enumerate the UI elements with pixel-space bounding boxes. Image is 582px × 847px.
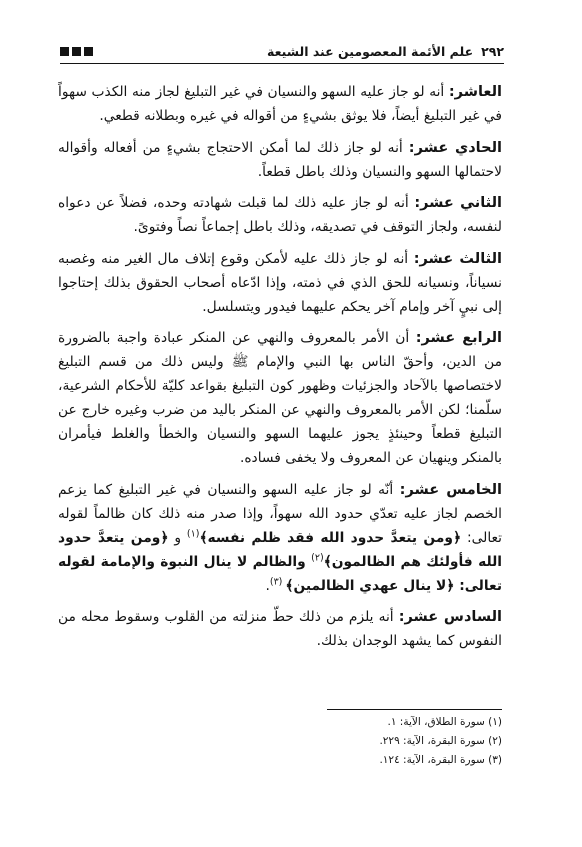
paragraph-text: و bbox=[168, 529, 187, 546]
paragraph-lead: العاشر: bbox=[448, 84, 502, 100]
footnote-rule bbox=[327, 709, 502, 710]
page-header bbox=[60, 40, 504, 62]
paragraph-text: أن الأمر بالمعروف والنهي عن المنكر عبادة واجبة بالضرورة من الدين، وأحقّ الناس بها النبي والإمام ﷺ وليس ذلك من قسم التبليغ لاختصاصها بالآحاد والجزئيات وظهور كون التبليغ بقواعد كليّة للأحكام الشرعية، سلّمنا؛ لكن الأمر بالمعروف والنهي عن المنكر باليد من ضرب وغيره خارج عن التبليغ قطعاً وحينئذٍ يجوز عليهما السهو والنسيان والخطأ والغلط فيأمران بالمنكر وينهيان عن المعروف ولا يخفى فساده. bbox=[58, 330, 502, 466]
page-body bbox=[58, 80, 502, 661]
paragraph-lead: الثالث عشر: bbox=[413, 250, 502, 267]
square-mark-icon bbox=[60, 47, 69, 56]
footnote-ref-3: (٣) bbox=[269, 575, 286, 587]
paragraph-text: أنه لو جاز عليه ذلك لما قبلت شهادته وحده، فضلاً عن دعواه لنفسه، ولجاز التوقف في تصديقه، وذلك باطل إجماعاً نصاً وفتوىً. bbox=[58, 195, 502, 235]
paragraph-eleventh bbox=[58, 136, 502, 184]
quran-quote: ﴿لا ينال عهدي الظالمين﴾ bbox=[285, 577, 455, 594]
page-number: ٢٩٢ bbox=[481, 43, 504, 59]
footnote-ref-1: (١) bbox=[186, 527, 200, 539]
paragraph-tenth bbox=[58, 80, 502, 128]
paragraph-text-bold: والظالم لا ينال النبوة والإمامة لقوله تعالى: bbox=[58, 553, 502, 594]
footnote-3: (٣) سورة البقرة، الآية: ١٢٤. bbox=[379, 754, 502, 766]
running-title: علم الأئمة المعصومين عند الشيعة bbox=[267, 43, 474, 59]
footnotes bbox=[58, 713, 502, 770]
paragraph-lead: السادس عشر: bbox=[398, 609, 502, 625]
paragraph-lead: الرابع عشر: bbox=[415, 330, 502, 346]
footnote-2: (٢) سورة البقرة، الآية: ٢٢٩. bbox=[379, 735, 502, 747]
header-ornament bbox=[60, 47, 93, 56]
square-mark-icon bbox=[72, 47, 81, 56]
paragraph-text: أنه لو جاز عليه السهو والنسيان في غير التبليغ لجاز منه الكذب سهواً في غير التبليغ أيضاً، فلا يوثق بشيءٍ من أقواله في غيره وبطلانه قطعي. bbox=[58, 84, 502, 124]
quran-quote: ﴿ومن يتعدَّ حدود الله فأولئك هم الظالمون﴾ bbox=[58, 529, 503, 570]
paragraph-text: أنّه لو جاز عليه السهو والنسيان في غير التبليغ كما يزعم الخصم لجاز عليه تعدّي حدود الله سهواً، وإذا صدر منه ذلك كان ظالماً لقوله تعالى: bbox=[58, 481, 503, 546]
paragraph-text: أنه لو جاز ذلك لما أمكن الاحتجاج بشيءٍ من أفعاله وأقواله لاحتمالها السهو والنسيان وذلك باطل قطعاً. bbox=[58, 139, 502, 180]
paragraph-text: أنه يلزم من ذلك حطّ منزلته من القلوب وسقوط محله من النفوس كما يشهد الوجدان بذلك. bbox=[58, 609, 502, 649]
footnote-1: (١) سورة الطلاق، الآية: ١. bbox=[387, 716, 502, 728]
paragraph-thirteenth bbox=[58, 247, 502, 319]
paragraph-text: . bbox=[265, 577, 270, 594]
footnote-ref-2: (٢) bbox=[311, 551, 324, 563]
header-rule bbox=[60, 63, 504, 64]
paragraph-fifteenth bbox=[58, 478, 502, 598]
quran-quote: ﴿ومن يتعدَّ حدود الله فقد ظلم نفسه﴾ bbox=[199, 529, 462, 546]
square-mark-icon bbox=[84, 47, 93, 56]
paragraph-fourteenth bbox=[58, 326, 502, 470]
paragraph-lead: الثاني عشر: bbox=[414, 195, 502, 211]
paragraph-sixteenth bbox=[58, 605, 502, 653]
paragraph-twelfth bbox=[58, 191, 502, 239]
paragraph-text: أنه لو جاز ذلك عليه لأمكن وقوع إتلاف مال الغير منه وغصبه نسياناً، ونسيانه للحق الذي في ذمته، وإذا ادّعاه أصحاب الحقوق بذلك إحتاجوا إلى نبيٍ آخر وإمام آخر يحكم عليهما فيدور ويتسلسل. bbox=[58, 250, 502, 315]
paragraph-lead: الحادي عشر: bbox=[408, 139, 502, 156]
paragraph-lead: الخامس عشر: bbox=[399, 481, 503, 498]
